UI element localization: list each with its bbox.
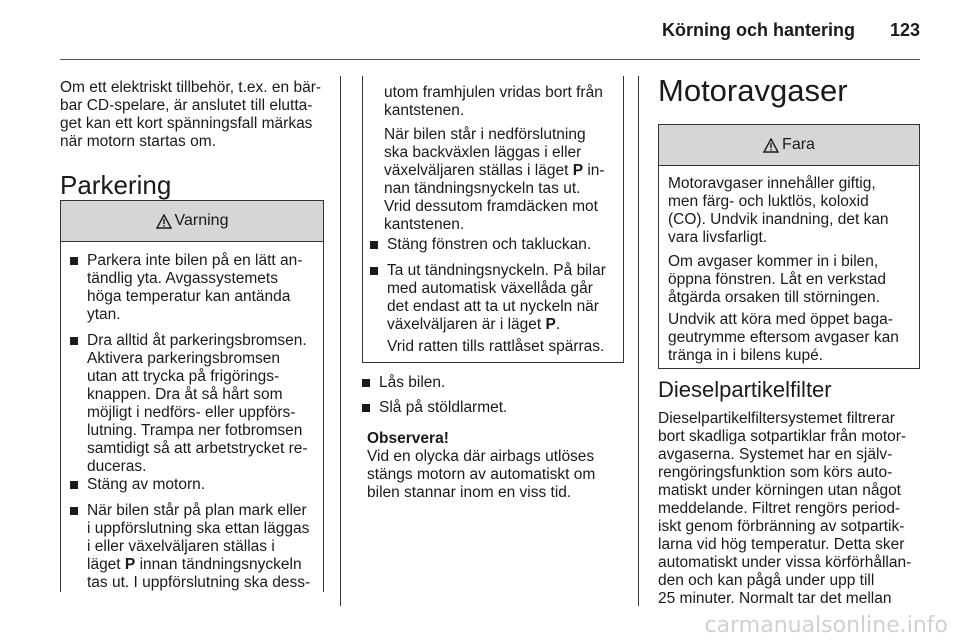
bullet-square-icon [70, 481, 78, 489]
list-bullet-las-bilen-text: Lås bilen. [379, 374, 446, 391]
danger-paragraph-1: Motoravgaser innehåller giftig, men färg- och luktlös, koloxid (CO). Undvik inandning, det kan vara livsfarligt. [668, 175, 889, 246]
list-bullet-stoldlarm-text: Slå på stöldlarmet. [379, 399, 508, 416]
warning-title: Varning [174, 212, 229, 229]
watermark: carmanualsonline.info [704, 613, 948, 638]
warning-triangle-icon [156, 214, 172, 229]
bullet-square-icon [70, 337, 78, 345]
chapter-title: Körning och hantering [662, 20, 855, 40]
danger-paragraph-2: Om avgaser kommer in i bilen, öppna fönstren. Låt en verkstad åtgärda orsaken till störningen. [668, 253, 887, 306]
warning-bullet-1-text: Parkera inte bilen på en lätt an- tändlig yta. Avgassystemets höga temperatur kan antända ytan. [87, 252, 303, 323]
bullet-square-icon [70, 257, 78, 265]
warning-continued-text-1: utom framhjulen vridas bort från kantstenen. [384, 84, 603, 119]
bullet-square-icon [370, 241, 378, 249]
section-heading-dieselpartikelfilter: Dieselpartikelfilter [658, 377, 832, 402]
warning-triangle-icon [763, 138, 779, 153]
warning-bullet-2-text: Dra alltid åt parkeringsbromsen. Aktivera parkeringsbromsen utan att trycka på frigörings- knappen. Dra åt så hårt som möjligt i nedförs- eller uppförs- lutning. Trampa ner fotbromsen samtidigt så att arbetstrycket re- duceras. [87, 332, 308, 475]
warning-bullet-6-text: Ta ut tändningsnyckeln. På bilar med automatisk växellåda går det endast att ta ut nyckeln när växelväljaren är i läget P. [387, 262, 606, 333]
page-header [0, 0, 960, 58]
section-heading-motoravgaser: Motoravgaser [658, 73, 848, 108]
danger-box-header [659, 125, 919, 166]
danger-title: Fara [782, 136, 815, 153]
dieselpartikelfilter-body: Dieselpartikelfiltersystemet filtrerar bort skadliga sotpartiklar från motor- avgaserna. Systemet har en själv- rengöringsfunktion som körs auto- matiskt under körningen utan något meddelande. Filtret rengörs period- iskt genom förbränning av sotpartik- larna vid hög temperatur. Detta sker automatiskt under vissa körförhållan- den och kan pågå under upp till 25 minuter. Normalt tar det mellan [658, 410, 912, 607]
header-rule [60, 59, 920, 60]
warning-box-header [61, 201, 323, 242]
bullet-square-icon [70, 507, 78, 515]
warning-bullet-3-text: Stäng av motorn. [87, 476, 206, 493]
bullet-square-icon [362, 404, 370, 412]
column-divider-2 [638, 76, 639, 606]
intro-paragraph: Om ett elektriskt tillbehör, t.ex. en bär- bar CD-spelare, är anslutet till elutta- get kan ett kort spänningsfall märkas när motorn startas om. [60, 79, 322, 150]
bullet-square-icon [370, 267, 378, 275]
page-number: 123 [889, 20, 920, 40]
danger-paragraph-3: Undvik att köra med öppet baga- geutrymme eftersom avgaser kan tränga in i bilens kupé. [668, 311, 899, 364]
warning-bullet-6-note: Vrid ratten tills rattlåset spärras. [387, 338, 605, 355]
column-divider-1 [340, 76, 341, 606]
bullet-square-icon [362, 379, 370, 387]
warning-continued-text-2: När bilen står i nedförslutning ska backväxlen läggas i eller växelväljaren ställas i läget P in- nan tändningsnyckeln tas ut. Vrid dessutom framdäcken mot kantstenen. [384, 126, 605, 233]
section-heading-parkering: Parkering [60, 170, 172, 200]
note-title: Observera! [367, 430, 449, 447]
note-text: Vid en olycka där airbags utlöses stängs motorn av automatiskt om bilen stannar inom en viss tid. [367, 448, 596, 501]
warning-bullet-5-text: Stäng fönstren och takluckan. [387, 236, 592, 253]
warning-bullet-4-text: När bilen står på plan mark eller i uppförslutning ska ettan läggas i eller växelväljaren ställas i läget P innan tändningsnyckeln tas ut. I uppförslutning ska dess- [87, 502, 311, 591]
